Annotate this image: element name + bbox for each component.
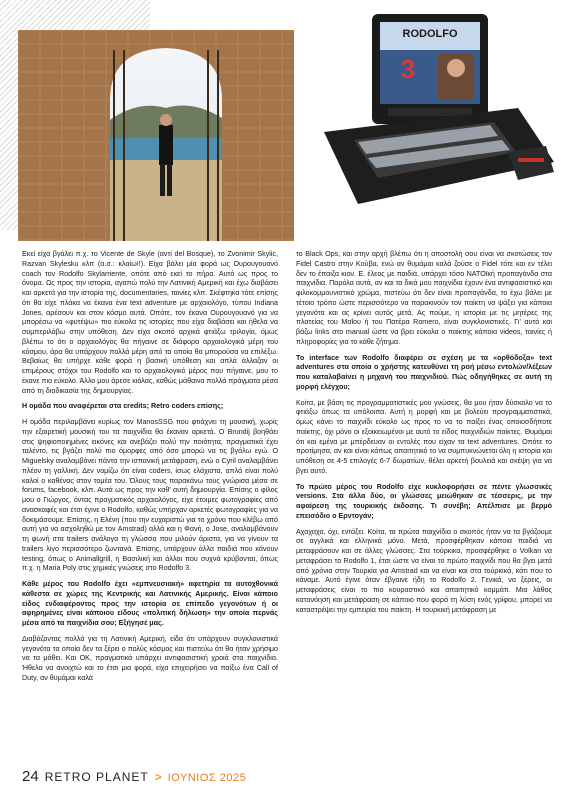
article-right-column	[296, 250, 552, 765]
paragraph: το Black Ops, και στην αρχή βλέπω ότι η αποστολή σου είναι να σκοτώσεις τον Fidel Castro στην Κούβα, ενώ αν θυμάμαι καλά ζούσε ο Fidel τότε και εν τέλει δεν το έπαιξα κιον. Ε. έλεος με παιδιά, υπάρχει τόσο NATOϊκή προπαγάνδα στα παιχνίδια. Παρόλα αυτά, αν και τα δικά μου παιχνίδια έχουν ένα αντιφασιστικό και φιλοκομμουνιστικό χρώμα, πιστεύω ότι δεν είναι προπαγάνδα, το έχω βάλει με τέτοιο τρόπο ώστε περισσότερο να παρακινούν τον παίκτη να ψάξει για κάποια γεγονότα και ας κρίνει αυτός μετά. Ας πούμε, η ιστορία με τις μητέρες της πλατείας του Μαΐου ή του Πατέρα Romero, είναι συγκλονιστικές. Γι' αυτό και βάζω links στο manual ώστε να βρει εύκολα ο παίκτης κάποια videos, ταινίες ή πληροφορίες για το κάθε ζήτημα.	[296, 250, 552, 346]
article-left-column	[22, 250, 278, 765]
page-number: 24	[22, 768, 39, 785]
issue-date: ΙΟΥΝΙΟΣ 2025	[167, 772, 247, 784]
paragraph: Κοίτα, με βάση τις προγραμματιστικές μου γνώσεις, θα μου ήταν δύσκολο να το φτιάξω όπως τα υπόλοιπα. Αυτή η μορφή και με βολεύει προγραμματιστικά, όμως κάνει το παιχνίδι εύκολο ως προς το να το παίξει ένας οποιοσδήποτε παίκτης, όχι μόνο οι εξοικειωμένοι με αυτό το είδος παιχνιδιών παίκτες. Θυμάμαι ότι και εμένα με μπέρδευαν οι εντολές που είχαν τα text adventures. Οπότε το προτίμησα, αν και είναι κάπως απαιτητικό το να συμπυκνώνεται όλη η ιστορία και υπόθεση σε 4-5 επιλογές 6-7 δωματίων, θέλει αρκετή βουλειά και σκέψη για να βγει αυτό.	[296, 398, 552, 475]
game-screen-number: 3	[400, 54, 416, 84]
paragraph: Εκεί είχα βγάλει π.χ. το Vicente de Skyle (αντί del Bosque), το Zvonimir Skylic, Razvan Skylesku κλπ (α.σ.: κλαίω!!). Είχα βάλει μία φορά ως Ουρουγουανό coach τον Rodolfo Skylarriente, οπότε από εκεί το πήρα. Αυτό ως προς το όνομα. Ως προς την ιστορία, αγαπώ πολύ την Λατινική Αμερική και έχω διαβάσει και αρκετά για την ιστορία της, documentaries, ταινίες κλπ. Σκέφτηκα τότε επίσης ότι θα είχε πλάκα να έκανα ένα text adventure με αρχαιολόγο, τύπου Indiana Jones, αρέσουν και στον κόσμο αυτά. Οπότε, τον έκανα Ουρουγουανό για να μπορέσω να «φυτέψω» πιο εύκολα τις ιστορίες που είχα διαβάσει και ήθελα να συμπεριλάβω στην υπόθεση. Δεν είχα σκοπό αρχικά φτιάξω τριλογία, όμως βλέπω το ότι ο αρχαιολόγος θα πήγαινε σε διάφορα αρχαιολογικά μέρη του κόσμου, άρα θα υπάρχουν πολλά μέρη από τα οποία θα μπορούσα να επιλέξω. Βεβαίως θα υπήρχε κάθε φορά η βασική υπόθεση και απλά άλλαζαν οι επιμέρους στόχοι του Rodolfo και το αρχαιολογικό μέρος που πήγαινε, μου το έκανε πιο εύκολο. Άλλο μου άρεσε κιόλας, καθώς μάθαινα πολλά πράγματα μέσα από τη διαδικασία της δημιουργίας.	[22, 250, 278, 395]
interview-question: Το πρώτο μέρος του Rodolfo είχε κυκλοφορήσει σε πέντε γλωσσικές versions. Στα άλλα δύο, οι γλώσσες μειώθηκαν σε τέσσερις, με την αφαίρεση της τουρκικής έκδοσης. Τι συνέβη; Απέλπισε με βερμό επεισόδιο ο Ερντογάν;	[296, 482, 552, 520]
magazine-name: RETRO PLANET	[44, 770, 149, 784]
interview-question: Η ομάδα που αναφέρεται στα credits; Retro coders επίσης;	[22, 402, 224, 411]
page-footer	[22, 768, 246, 788]
paragraph: Διαβάζοντας πολλά για τη Λατινική Αμερική, είδα ότι υπάρχουν συγκλονιστικά γεγονότα τα οποία δεν τα ξέρει ο πολύς κόσμος και πιστεύω ότι θα ήταν χρήσιμο να τα μάθει. Και ΟΚ, πραγματικά υπάρχει αντιφασιστική χροιά στα παιχνίδια. Ήθελα να ανοιχτώ και το έτσι μια φορά, είχα επιχειρήσει να παίξω ένα Call of Duty, αν θυμάμαι καλά	[22, 634, 278, 682]
paragraph: Η ομάδα περιλαμβάνει κυρίως τον ManosSSG που φτιάχνει τη μουσική, χωρίς την εξαιρετική μουσική του τα παιχνίδια θα έκαναν αρκετά. Ο Brundij βοηθάει στις ψηφιοποιημένες εικόνες και ανεβάζει πολύ την ποιότητα, πραγματικά έχει ταλέντο, τις βγάζει πολύ πιο όμορφες από όσο μπορώ να τις βγάλω εγώ. Ο Miguelsky αναλαμβάνει πάντα την ισπανική μετάφραση, ενώ ο Cyril αναλαμβάνει πλέον τη γαλλική. Δεν νομίζω ότι είναι coders, ίσως ελάχιστα, απλά είναι πολύ καλοί ο καθένας στον τομέα του. Όλους τους παρακάνω τους γνώρισα μέσα σε forums, facebook, κλπ. Αυτά ως προς την καθ' αυτή δημιουργία. Επίσης ο φίλος μου ο Γιώργος, όντας πραγματικός αρχαιολόγος, είχε έτοιμες φωτογραφίες από ανασκαφές και έτσι έγινε ο Rodolfo, καθώς υπήρχαν αρκετές φωτογραφίες για να δοκιμάσουμε. Επίσης, η Ελένη (που την ευχαριστώ για το χρόνο που κλέβω από αυτή για να ασχοληθώ με τον Amstrad) αλλά και η Φανή, ο Jose, αναλαμβάνουν τη φωνή στα trailers ανάλογα τη γλώσσα που μιλούν άριστα, για να γίνουν τα trailers λίγο περισσότερο ζωντανά. Επίσης, υπάρχουν άλλα παιδιά που κάνουν testing, όπως ο Animallgrill, η Βασιλική και άλλοι που συχνά κρύβονται, όπως π.χ. η Maria Poly στις χημικές γνώσεις στο Rodolfo 3.	[22, 418, 278, 573]
paragraph: Αχαχαχα, όχι, εντάξει. Κοίτα, τα πρώτα παιχνίδια ο σκοπός ήταν να τα βγάζουμε σε αγγλικά και ελληνικά μόνο. Μετά, προσφέρθηκαν κάποια παιδιά να μεταφράσουν και σε άλλες γλώσσες. Στα τούρκικα, προσφέρθηκε ο Volkan να μεταφράσει το Rodolfo 1, έτσι ώστε να είναι το πρώτο παιχνίδι που θα βγει μετά από χρόνια στην Τουρκία για Amstrad και να είναι και στα τούρκικά, κάτι που το κάναμε. Αυτό έγινε όταν έβγαινε ήδη το Rodolfo 2. Γενικά, να ξέρεις, οι μεταφράσεις είναι το πιο κουραστικό και απαιτητικό κομμάτι. Μια λάθος κατανόηση και μετάφραση σε κάποιο που φορά τη λύση ενός γρίφου, μπορεί να καταστρέψει την εμπειρία του παίκτη. Η τουρκική μετάφραση με	[296, 527, 552, 614]
footer-separator: >	[154, 770, 162, 784]
game-screen-title: RODOLFO	[402, 28, 458, 40]
arch-photo	[18, 30, 294, 241]
interview-question: Το interface των Rodolfo διαφέρει σε σχέση με τα «ορθόδοξα» text adventures στα οποία ο χρήστης κατευθύνει τη ροή μέσω εντολών/λέξεων που καταλαβαίνει η μηχανή του παιχνιδιού. Πώς οδηγήθηκες σε αυτή τη μορφή ελέγχου;	[296, 353, 552, 391]
amstrad-computer-photo	[318, 12, 556, 224]
interview-question: Κάθε μέρος του Rodolfo έχει «εμπνευσιακή» αφετηρία τα αυτοχθονικά κάθεστα σε χώρες της Κεντρικής και Λατινικής Αμερικής. Είναι κάποιο είδος ενδιαφέροντος προς την ιστορία σε επίπεδο γεγονότων ή οι αφηρημένες είναι κάποιου είδους «πολιτική δήλωση» την οποία περνάς μέσα από τα παιχνίδια σου; Εξήγησέ μας.	[22, 580, 278, 627]
